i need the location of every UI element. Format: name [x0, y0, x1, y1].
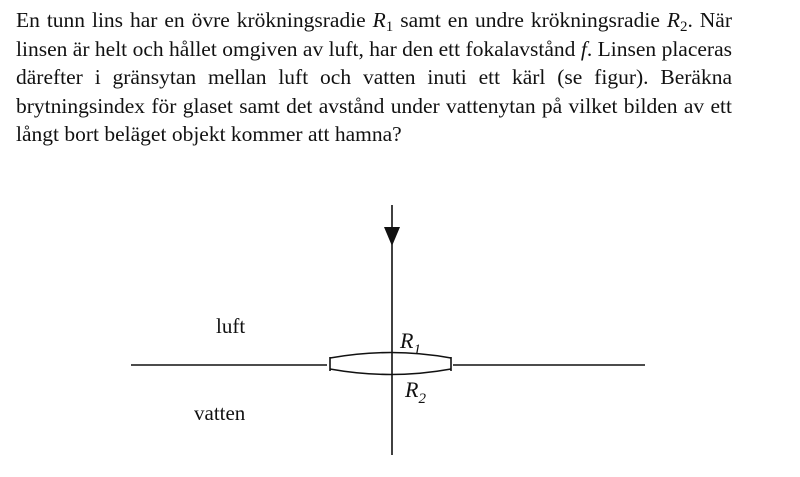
ray-arrow-icon: [384, 227, 400, 246]
lens-surface-r2: [330, 369, 451, 375]
label-air: luft: [216, 314, 246, 338]
problem-text-part-2: samt en undre krökningsradie: [393, 8, 667, 32]
label-r2: [404, 377, 426, 407]
lens-surface-r1: [330, 353, 451, 359]
symbol-r2-letter: R: [666, 8, 680, 32]
symbol-r1-letter: R: [372, 8, 386, 32]
problem-text-part-1: En tunn lins har en övre krökningsradie: [16, 8, 373, 32]
symbol-r2-subscript: 2: [679, 19, 688, 35]
symbol-r1-subscript: 1: [385, 19, 394, 35]
label-water: vatten: [194, 401, 246, 425]
label-r2-letter: R: [405, 377, 419, 402]
symbol-f: f: [580, 36, 587, 61]
problem-text-part-4: . Linsen placeras därefter i gränsytan mellan luft och vatten inuti ett kärl (se figur). Beräkna brytningsindex för glaset samt det avstånd under vattenytan på vilket bilden av ett långt bort beläget objekt kommer att hamna?: [16, 36, 732, 146]
label-r1-letter: R: [400, 328, 414, 353]
problem-text-part-3: . När linsen är helt och hållet omgiven av luft, har den ett fokalavstånd: [16, 8, 732, 61]
label-r1-subscript: 1: [413, 342, 421, 358]
label-r2-subscript: 2: [418, 391, 426, 407]
